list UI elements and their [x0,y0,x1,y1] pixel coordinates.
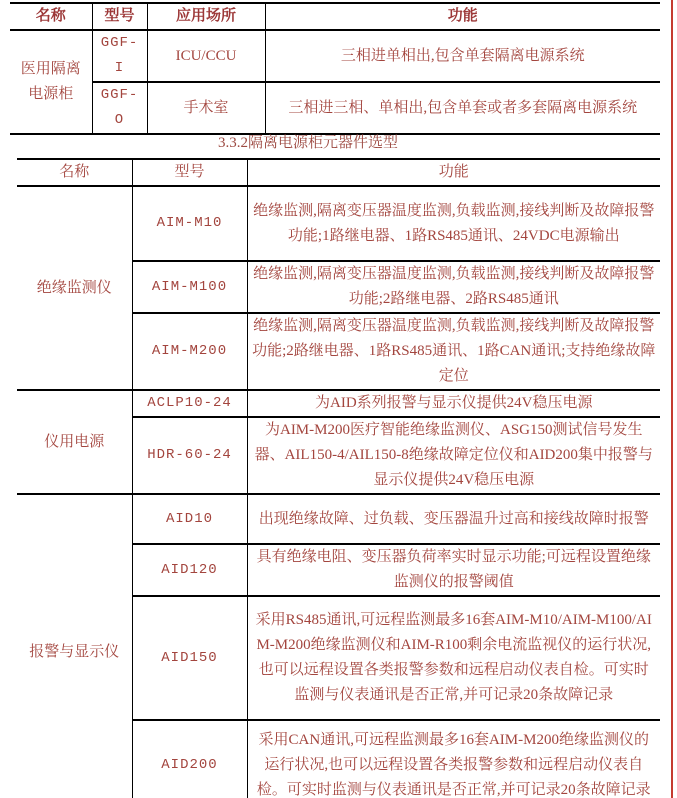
cell-application: ICU/CCU [147,30,265,82]
cell-model: AIM-M10 [132,186,247,261]
header-model: 型号 [132,159,247,186]
cell-model: AID120 [132,544,247,596]
cell-model: AIM-M200 [132,313,247,390]
table-row [17,494,660,544]
header-application: 应用场所 [147,3,265,30]
cell-function: 为AID系列报警与显示仪提供24V稳压电源 [247,390,660,417]
cell-function: 具有绝缘电阻、变压器负荷率实时显示功能;可远程设置绝缘监测仪的报警阈值 [247,544,660,596]
header-name: 名称 [10,3,92,30]
header-function: 功能 [265,3,660,30]
table-row [17,390,660,417]
cell-model: AID10 [132,494,247,544]
cell-function: 绝缘监测,隔离变压器温度监测,负载监测,接线判断及故障报警功能;1路继电器、1路RS485通讯、24VDC电源输出 [247,186,660,261]
table-row [10,82,660,134]
table-row [10,30,660,82]
cell-model: HDR-60-24 [132,417,247,494]
cell-group-name: 报警与显示仪 [17,494,132,798]
cell-function: 三相进三相、单相出,包含单套或者多套隔离电源系统 [265,82,660,134]
table-header-row [10,3,660,30]
cell-function: 绝缘监测,隔离变压器温度监测,负载监测,接线判断及故障报警功能;2路继电器、2路RS485通讯 [247,261,660,313]
cell-function: 绝缘监测,隔离变压器温度监测,负载监测,接线判断及故障报警功能;2路继电器、1路RS485通讯、1路CAN通讯;支持绝缘故障定位 [247,313,660,390]
cell-function: 三相进单相出,包含单套隔离电源系统 [265,30,660,82]
component-selection-table [17,158,660,798]
cell-function: 为AIM-M200医疗智能绝缘监测仪、ASG150测试信号发生器、AIL150-4/AIL150-8绝缘故障定位仪和AID200集中报警与显示仪提供24V稳压电源 [247,417,660,494]
cell-function: 出现绝缘故障、过负载、变压器温升过高和接线故障时报警 [247,494,660,544]
header-name: 名称 [17,159,132,186]
table-header-row [17,159,660,186]
cell-model: GGF-O [92,82,147,134]
cell-group-name: 仪用电源 [17,390,132,494]
cell-model: ACLP10-24 [132,390,247,417]
cell-group-name: 医用隔离电源柜 [10,30,92,134]
header-function: 功能 [247,159,660,186]
cell-function: 采用RS485通讯,可远程监测最多16套AIM-M10/AIM-M100/AIM-M200绝缘监测仪和AIM-R100剩余电流监视仪的运行状况,也可以远程设置各类报警参数和远程启动仪表自检。可实时监测与仪表通讯是否正常,并可记录20条故障记录 [247,596,660,720]
cell-model: AID150 [132,596,247,720]
cell-model: GGF-I [92,30,147,82]
section-title: 3.3.2隔离电源柜元器件选型 [217,135,398,151]
cabinet-selection-table [10,2,660,135]
table-row [17,186,660,261]
cell-function: 采用CAN通讯,可远程监测最多16套AIM-M200绝缘监测仪的运行状况,也可以远程设置各类报警参数和远程启动仪表自检。可实时监测与仪表通讯是否正常,并可记录20条故障记录 [247,720,660,798]
cell-model: AIM-M100 [132,261,247,313]
cell-group-name: 绝缘监测仪 [17,186,132,390]
cell-model: AID200 [132,720,247,798]
page-edge-line [671,0,673,798]
cell-application: 手术室 [147,82,265,134]
header-model: 型号 [92,3,147,30]
